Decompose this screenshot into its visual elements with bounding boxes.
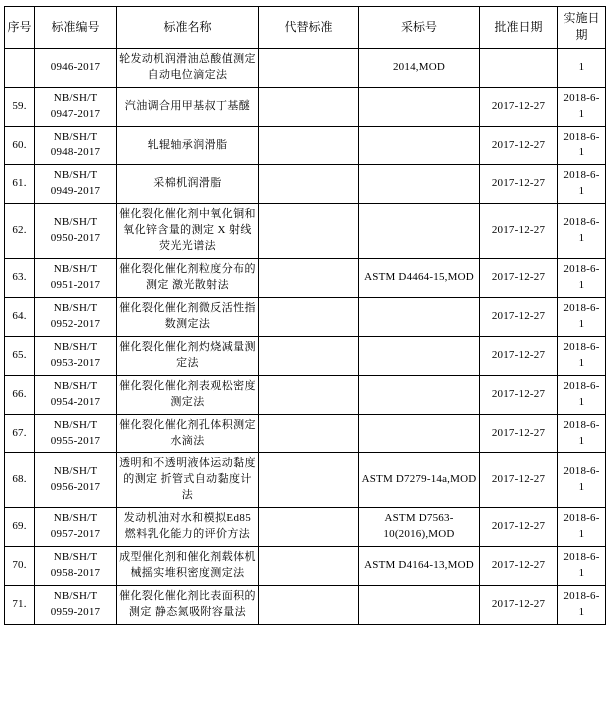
cell-standard-code: 0946-2017 (35, 48, 117, 87)
cell-approval-date: 2017-12-27 (480, 336, 558, 375)
cell-standard-name: 轮发动机润滑油总酸值测定 自动电位滴定法 (117, 48, 259, 87)
cell-standard-code: NB/SH/T 0953-2017 (35, 336, 117, 375)
table-body (5, 48, 606, 624)
cell-approval-date: 2017-12-27 (480, 414, 558, 453)
cell-adopted-code (359, 87, 480, 126)
cell-implementation-date: 2018-6- 1 (558, 414, 606, 453)
cell-adopted-code (359, 336, 480, 375)
table-row (5, 126, 606, 165)
cell-replaced-standard (259, 547, 359, 586)
table-row (5, 204, 606, 259)
cell-standard-code: NB/SH/T 0950-2017 (35, 204, 117, 259)
header-standard-code: 标准编号 (35, 7, 117, 49)
cell-approval-date: 2017-12-27 (480, 204, 558, 259)
cell-replaced-standard (259, 453, 359, 508)
cell-implementation-date: 2018-6- 1 (558, 126, 606, 165)
cell-standard-name: 透明和不透明液体运动黏度的测定 折管式自动黏度计法 (117, 453, 259, 508)
cell-approval-date: 2017-12-27 (480, 259, 558, 298)
cell-adopted-code: ASTM D4464-15,MOD (359, 259, 480, 298)
cell-seq: 66. (5, 375, 35, 414)
cell-replaced-standard (259, 259, 359, 298)
cell-replaced-standard (259, 48, 359, 87)
cell-implementation-date: 2018-6- 1 (558, 453, 606, 508)
table-row (5, 414, 606, 453)
cell-implementation-date: 2018-6- 1 (558, 508, 606, 547)
cell-standard-code: NB/SH/T 0957-2017 (35, 508, 117, 547)
cell-adopted-code (359, 165, 480, 204)
cell-implementation-date: 2018-6- 1 (558, 259, 606, 298)
header-standard-name: 标准名称 (117, 7, 259, 49)
cell-adopted-code: ASTM D4164-13,MOD (359, 547, 480, 586)
cell-replaced-standard (259, 586, 359, 625)
header-implementation-date: 实施日期 (558, 7, 606, 49)
cell-standard-name: 催化裂化催化剂微反活性指数测定法 (117, 297, 259, 336)
cell-standard-name: 轧辊轴承润滑脂 (117, 126, 259, 165)
table-row (5, 375, 606, 414)
cell-approval-date: 2017-12-27 (480, 126, 558, 165)
cell-approval-date: 2017-12-27 (480, 586, 558, 625)
document-page (0, 6, 609, 728)
cell-implementation-date: 2018-6- 1 (558, 297, 606, 336)
table-row (5, 586, 606, 625)
cell-seq: 70. (5, 547, 35, 586)
cell-approval-date: 2017-12-27 (480, 165, 558, 204)
table-row (5, 297, 606, 336)
cell-seq: 67. (5, 414, 35, 453)
cell-seq: 69. (5, 508, 35, 547)
table-row (5, 259, 606, 298)
cell-implementation-date: 1 (558, 48, 606, 87)
cell-implementation-date: 2018-6- 1 (558, 87, 606, 126)
table-header-row (5, 7, 606, 49)
cell-adopted-code (359, 375, 480, 414)
cell-replaced-standard (259, 375, 359, 414)
cell-replaced-standard (259, 336, 359, 375)
table-row (5, 508, 606, 547)
cell-standard-code: NB/SH/T 0958-2017 (35, 547, 117, 586)
cell-standard-name: 催化裂化催化剂表观松密度测定法 (117, 375, 259, 414)
header-replaced-standard: 代替标准 (259, 7, 359, 49)
cell-approval-date: 2017-12-27 (480, 508, 558, 547)
cell-standard-code: NB/SH/T 0952-2017 (35, 297, 117, 336)
cell-approval-date (480, 48, 558, 87)
header-approval-date: 批准日期 (480, 7, 558, 49)
cell-seq: 62. (5, 204, 35, 259)
cell-standard-code: NB/SH/T 0955-2017 (35, 414, 117, 453)
cell-standard-name: 发动机油对水和模拟Ed85 燃料乳化能力的评价方法 (117, 508, 259, 547)
cell-replaced-standard (259, 508, 359, 547)
cell-replaced-standard (259, 297, 359, 336)
cell-seq: 64. (5, 297, 35, 336)
cell-approval-date: 2017-12-27 (480, 547, 558, 586)
cell-standard-name: 催化裂化催化剂灼烧减量测定法 (117, 336, 259, 375)
cell-replaced-standard (259, 414, 359, 453)
cell-adopted-code (359, 204, 480, 259)
cell-adopted-code: 2014,MOD (359, 48, 480, 87)
table-row (5, 547, 606, 586)
cell-implementation-date: 2018-6- 1 (558, 586, 606, 625)
cell-adopted-code (359, 297, 480, 336)
cell-standard-code: NB/SH/T 0948-2017 (35, 126, 117, 165)
cell-standard-name: 催化裂化催化剂中氧化铜和氧化锌含量的测定 X 射线荧光光谱法 (117, 204, 259, 259)
cell-approval-date: 2017-12-27 (480, 297, 558, 336)
cell-seq: 71. (5, 586, 35, 625)
cell-adopted-code (359, 414, 480, 453)
cell-approval-date: 2017-12-27 (480, 87, 558, 126)
cell-approval-date: 2017-12-27 (480, 453, 558, 508)
cell-replaced-standard (259, 204, 359, 259)
cell-adopted-code: ASTM D7279-14a,MOD (359, 453, 480, 508)
table-row (5, 87, 606, 126)
cell-implementation-date: 2018-6- 1 (558, 165, 606, 204)
cell-standard-code: NB/SH/T 0956-2017 (35, 453, 117, 508)
cell-adopted-code (359, 586, 480, 625)
cell-seq: 59. (5, 87, 35, 126)
cell-seq: 68. (5, 453, 35, 508)
cell-standard-name: 成型催化剂和催化剂载体机械摇实堆积密度测定法 (117, 547, 259, 586)
table-row (5, 165, 606, 204)
cell-replaced-standard (259, 126, 359, 165)
cell-seq: 65. (5, 336, 35, 375)
table-row (5, 48, 606, 87)
table-row (5, 336, 606, 375)
cell-replaced-standard (259, 165, 359, 204)
cell-seq: 63. (5, 259, 35, 298)
cell-standard-name: 催化裂化催化剂比表面积的测定 静态氮吸附容量法 (117, 586, 259, 625)
cell-standard-name: 催化裂化催化剂粒度分布的测定 激光散射法 (117, 259, 259, 298)
cell-standard-code: NB/SH/T 0949-2017 (35, 165, 117, 204)
cell-standard-name: 催化裂化催化剂孔体积测定 水滴法 (117, 414, 259, 453)
cell-seq: 60. (5, 126, 35, 165)
table-row (5, 453, 606, 508)
cell-implementation-date: 2018-6- 1 (558, 547, 606, 586)
cell-implementation-date: 2018-6- 1 (558, 336, 606, 375)
header-adopted-code: 采标号 (359, 7, 480, 49)
cell-standard-code: NB/SH/T 0947-2017 (35, 87, 117, 126)
cell-standard-code: NB/SH/T 0951-2017 (35, 259, 117, 298)
cell-standard-code: NB/SH/T 0954-2017 (35, 375, 117, 414)
cell-adopted-code: ASTM D7563- 10(2016),MOD (359, 508, 480, 547)
cell-seq (5, 48, 35, 87)
cell-replaced-standard (259, 87, 359, 126)
cell-standard-code: NB/SH/T 0959-2017 (35, 586, 117, 625)
cell-approval-date: 2017-12-27 (480, 375, 558, 414)
header-seq: 序号 (5, 7, 35, 49)
cell-implementation-date: 2018-6- 1 (558, 375, 606, 414)
cell-seq: 61. (5, 165, 35, 204)
cell-adopted-code (359, 126, 480, 165)
cell-standard-name: 采棉机润滑脂 (117, 165, 259, 204)
cell-standard-name: 汽油调合用甲基叔丁基醚 (117, 87, 259, 126)
standards-table (4, 6, 606, 625)
cell-implementation-date: 2018-6- 1 (558, 204, 606, 259)
